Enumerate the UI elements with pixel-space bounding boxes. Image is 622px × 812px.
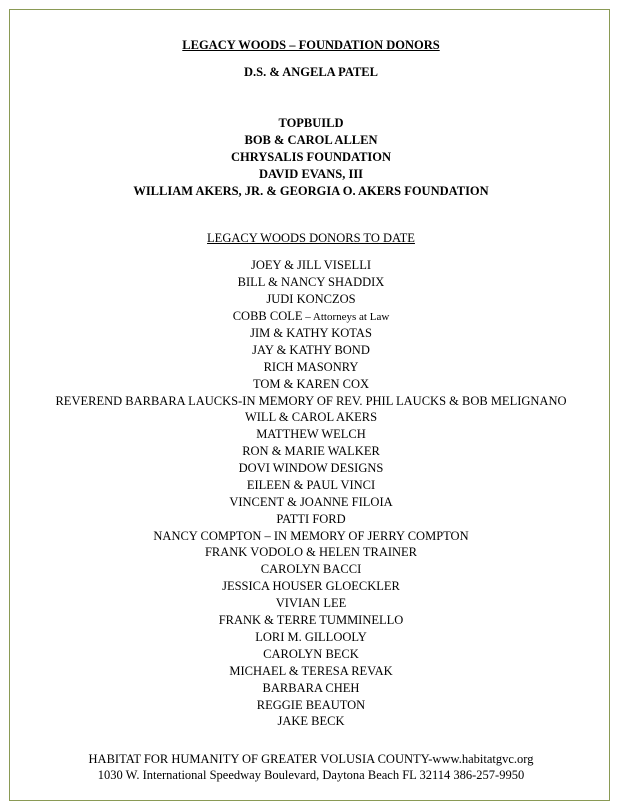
donor-item: TOM & KAREN COX — [252, 377, 370, 391]
footer-address: 1030 W. International Speedway Boulevard, Daytona Beach FL 32114 386-257-9950 — [97, 768, 525, 782]
foundation-donor: TOPBUILD — [278, 116, 344, 130]
donor-item: RON & MARIE WALKER — [242, 444, 380, 458]
foundation-donor: WILLIAM AKERS, JR. & GEORGIA O. AKERS FOUNDATION — [133, 184, 489, 198]
donor-item: MICHAEL & TERESA REVAK — [229, 664, 393, 678]
donor-item: JAKE BECK — [277, 714, 345, 728]
foundation-donor: BOB & CAROL ALLEN — [244, 133, 378, 147]
donor-item: BARBARA CHEH — [262, 681, 360, 695]
donor-item: JAY & KATHY BOND — [252, 343, 370, 357]
donor-item: MATTHEW WELCH — [256, 427, 366, 441]
donor-item: VINCENT & JOANNE FILOIA — [229, 495, 393, 509]
document-title: LEGACY WOODS – FOUNDATION DONORS — [182, 38, 440, 52]
donor-item: LORI M. GILLOOLY — [255, 630, 367, 644]
donor-item: NANCY COMPTON – IN MEMORY OF JERRY COMPTON — [153, 529, 469, 543]
donor-suffix: – Attorneys at Law — [302, 311, 390, 323]
donor-item: EILEEN & PAUL VINCI — [246, 478, 376, 492]
lead-donor: D.S. & ANGELA PATEL — [244, 65, 378, 79]
donor-item-cobb-cole — [0, 309, 622, 325]
donor-name: COBB COLE — [232, 309, 303, 323]
donors-heading: LEGACY WOODS DONORS TO DATE — [207, 231, 415, 245]
donor-item: FRANK & TERRE TUMMINELLO — [218, 613, 404, 627]
donor-item: BILL & NANCY SHADDIX — [237, 275, 385, 289]
donor-item: JIM & KATHY KOTAS — [250, 326, 372, 340]
footer-organization: HABITAT FOR HUMANITY OF GREATER VOLUSIA COUNTY-www.habitatgvc.org — [88, 752, 534, 766]
donor-item: VIVIAN LEE — [275, 596, 347, 610]
donor-item: PATTI FORD — [276, 512, 346, 526]
donor-item: REGGIE BEAUTON — [256, 698, 366, 712]
donor-item: DOVI WINDOW DESIGNS — [238, 461, 384, 475]
donor-item: CAROLYN BECK — [263, 647, 359, 661]
foundation-donor: CHRYSALIS FOUNDATION — [230, 150, 392, 164]
donor-item: FRANK VODOLO & HELEN TRAINER — [204, 545, 418, 559]
donor-item: JUDI KONCZOS — [266, 292, 356, 306]
foundation-donor: DAVID EVANS, III — [258, 167, 364, 181]
donor-item: CAROLYN BACCI — [260, 562, 362, 576]
donor-item: RICH MASONRY — [263, 360, 359, 374]
donor-item: REVEREND BARBARA LAUCKS-IN MEMORY OF REV. PHIL LAUCKS & BOB MELIGNANO — [55, 394, 567, 408]
donor-item: JESSICA HOUSER GLOECKLER — [222, 579, 400, 593]
donor-item: JOEY & JILL VISELLI — [250, 258, 371, 272]
donor-item: WILL & CAROL AKERS — [244, 410, 378, 424]
